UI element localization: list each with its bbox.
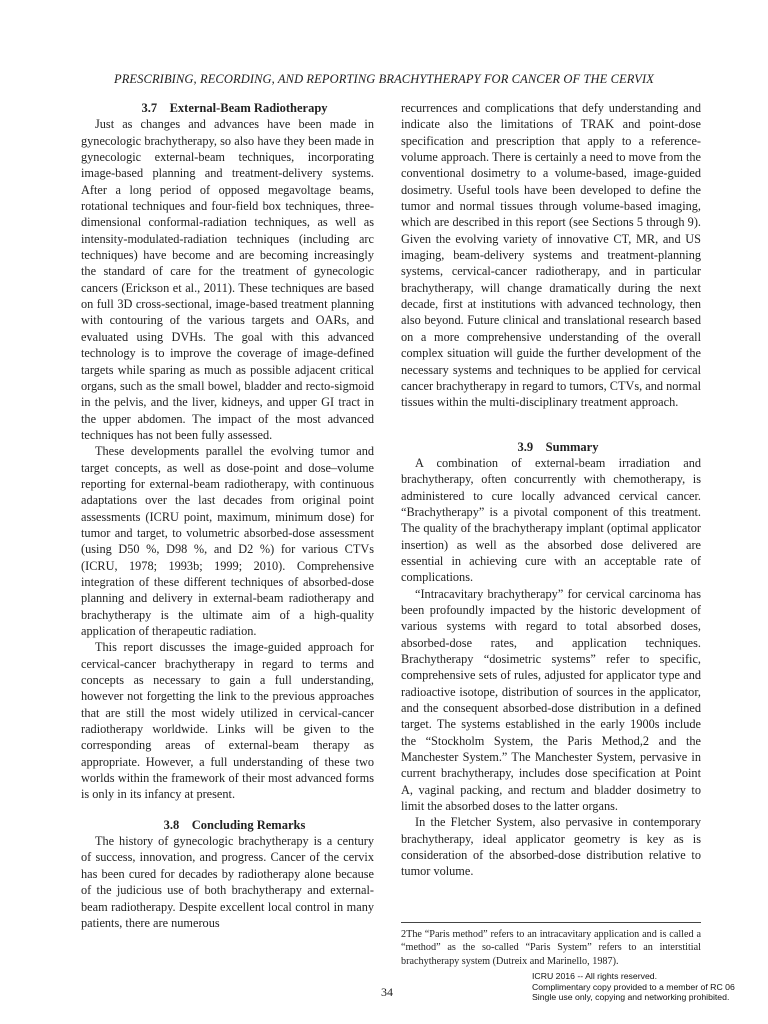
section-3-9-paragraph-3: In the Fletcher System, also pervasive in contemporary brachytherapy, ideal applicator geometry is key as is consideration of the absorbed-dose distribution relative to tumor volume. bbox=[401, 815, 701, 879]
section-3-8-paragraph-1-continued: recurrences and complications that defy understanding and indicate also the limitations of TRAK and point-dose specification and prescription that apply to a reference-volume approach. There is certainly a need to move from the conventional dosimetry to a volume-based, image-guided dosimetry. Useful tools have been developed to define the tumor and normal tissues through volume-based imaging, which are described in this report (see Sections 5 through 9). Given the evolving variety of innovative CT, MR, and US imaging, beam-delivery systems and treatment-planning systems, cervical-cancer radiotherapy, and in particular brachytherapy, will change dramatically during the next decade, first at institutions with advanced technology, then also beyond. Future clinical and translational research based on a more comprehensive understanding of the overall complex situation will guide the further development of the necessary systems and techniques to be applied for cervical cancer brachytherapy in regard to tumors, CTVs, and normal tissues within the multi-disciplinary treatment approach. bbox=[401, 101, 701, 410]
copyright-line-2: Complimentary copy provided to a member of RC 06 bbox=[532, 981, 735, 992]
section-3-8-title: 3.8 Concluding Remarks bbox=[163, 817, 306, 832]
copyright-line-1: ICRU 2016 -- All rights reserved. bbox=[532, 971, 658, 981]
footnote: 2The “Paris method” refers to an intracavitary application and is called a “method” as the so-called “Paris System” refers to an interstitial brachytherapy system (Dutreix and Marinello, 1987). bbox=[401, 929, 701, 967]
section-3-7-title: 3.7 External-Beam Radiotherapy bbox=[141, 101, 328, 115]
section-3-8-paragraph-1: The history of gynecologic brachytherapy is a century of success, innovation, and progress. Cancer of the cervix has been cured for decades by radiotherapy alone because of the judicious use of both brachytherapy and external-beam radiotherapy. Despite excellent local control in many patients, there are numerous bbox=[81, 834, 374, 930]
page-number: 34 bbox=[381, 985, 393, 999]
left-column bbox=[81, 100, 374, 931]
section-3-7-paragraph-3: This report discusses the image-guided approach for cervical-cancer brachytherapy in regard to terms and concepts as necessary to gain a full understanding, however not forgetting the link to the previous approaches that are still the most widely utilized in cervical-cancer radiotherapy worldwide. Links will be given to the corresponding areas of external-beam therapy as appropriate. However, a full understanding of these two worlds within the framework of their most advanced forms is only in its infancy at present. bbox=[81, 640, 374, 802]
copyright-line-3: Single use only, copying and networking prohibited. bbox=[532, 992, 730, 1002]
right-column bbox=[401, 100, 701, 880]
section-3-9-paragraph-2: “Intracavitary brachytherapy” for cervical carcinoma has been profoundly impacted by the historic development of various systems with regard to total absorbed doses, absorbed-dose rates, and application techniques. Brachytherapy “dosimetric systems” refer to specific, comprehensive sets of rules, adjusted for applicator type and radioactive isotope, distribution of sources in the applicator, and the consequent absorbed-dose distribution in a defined target. The systems established in the early 1900s include the “Stockholm System, the Paris Method,2 and the Manchester System.” The Manchester System, pervasive in current brachytherapy, includes dose specification at Point A, vaginal packing, and rectum and bladder dosimetry to limit the absorbed doses to the latter organs. bbox=[401, 586, 701, 814]
copyright-notice bbox=[532, 971, 768, 1003]
footnote-divider bbox=[401, 922, 701, 923]
section-3-7-paragraph-2: These developments parallel the evolving tumor and target concepts, as well as dose-point and dose–volume reporting for external-beam radiotherapy, with continuous adaptations over the last decades from original point assessments (ICRU point, maximum, minimum dose) for tumor and target, to volumetric absorbed-dose assessment (using D50 %, D98 %, and D2 %) for various CTVs (ICRU, 1978; 1993b; 1999; 2010). Comprehensive integration of these different techniques of absorbed-dose planning and delivery in external-beam radiotherapy and brachytherapy is the ultimate aim of a high-quality application of therapeutic radiation. bbox=[81, 444, 374, 638]
running-header: PRESCRIBING, RECORDING, AND REPORTING BRACHYTHERAPY FOR CANCER OF THE CERVIX bbox=[113, 72, 655, 86]
section-3-7-paragraph-1: Just as changes and advances have been made in gynecologic brachytherapy, so also have they been made in gynecologic external-beam techniques, incorporating image-based planning and treatment-delivery systems. After a long period of opposed megavoltage beams, rotational techniques and four-field box techniques, three-dimensional conformal-radiation techniques, as well as intensity-modulated-radiation techniques (including arc techniques) have become and are becoming increasingly the standard of care for the treatment of gynecologic cancers (Erickson et al., 2011). These techniques are based on full 3D cross-sectional, image-based treatment planning with contouring of the various targets and OARs, and evaluated using DVHs. The goal with this advanced technology is to improve the coverage of image-defined targets while sparing as much as possible adjacent critical organs, such as the small bowel, bladder and recto-sigmoid in the pelvis, and the liver, kidneys, and upper GI tract in the upper abdomen. The impact of the most advanced techniques has not been fully assessed. bbox=[81, 117, 374, 442]
section-3-9-title: 3.9 Summary bbox=[517, 439, 599, 454]
section-3-9-paragraph-1: A combination of external-beam irradiation and brachytherapy, often concurrently with chemotherapy, is administered to cure locally advanced cervical cancer. “Brachytherapy” is a pivotal component of this treatment. The quality of the brachytherapy implant (optimal applicator insertion) as well as the absorbed dose delivered are essential in achieving cure with an acceptable rate of complications. bbox=[401, 455, 701, 585]
